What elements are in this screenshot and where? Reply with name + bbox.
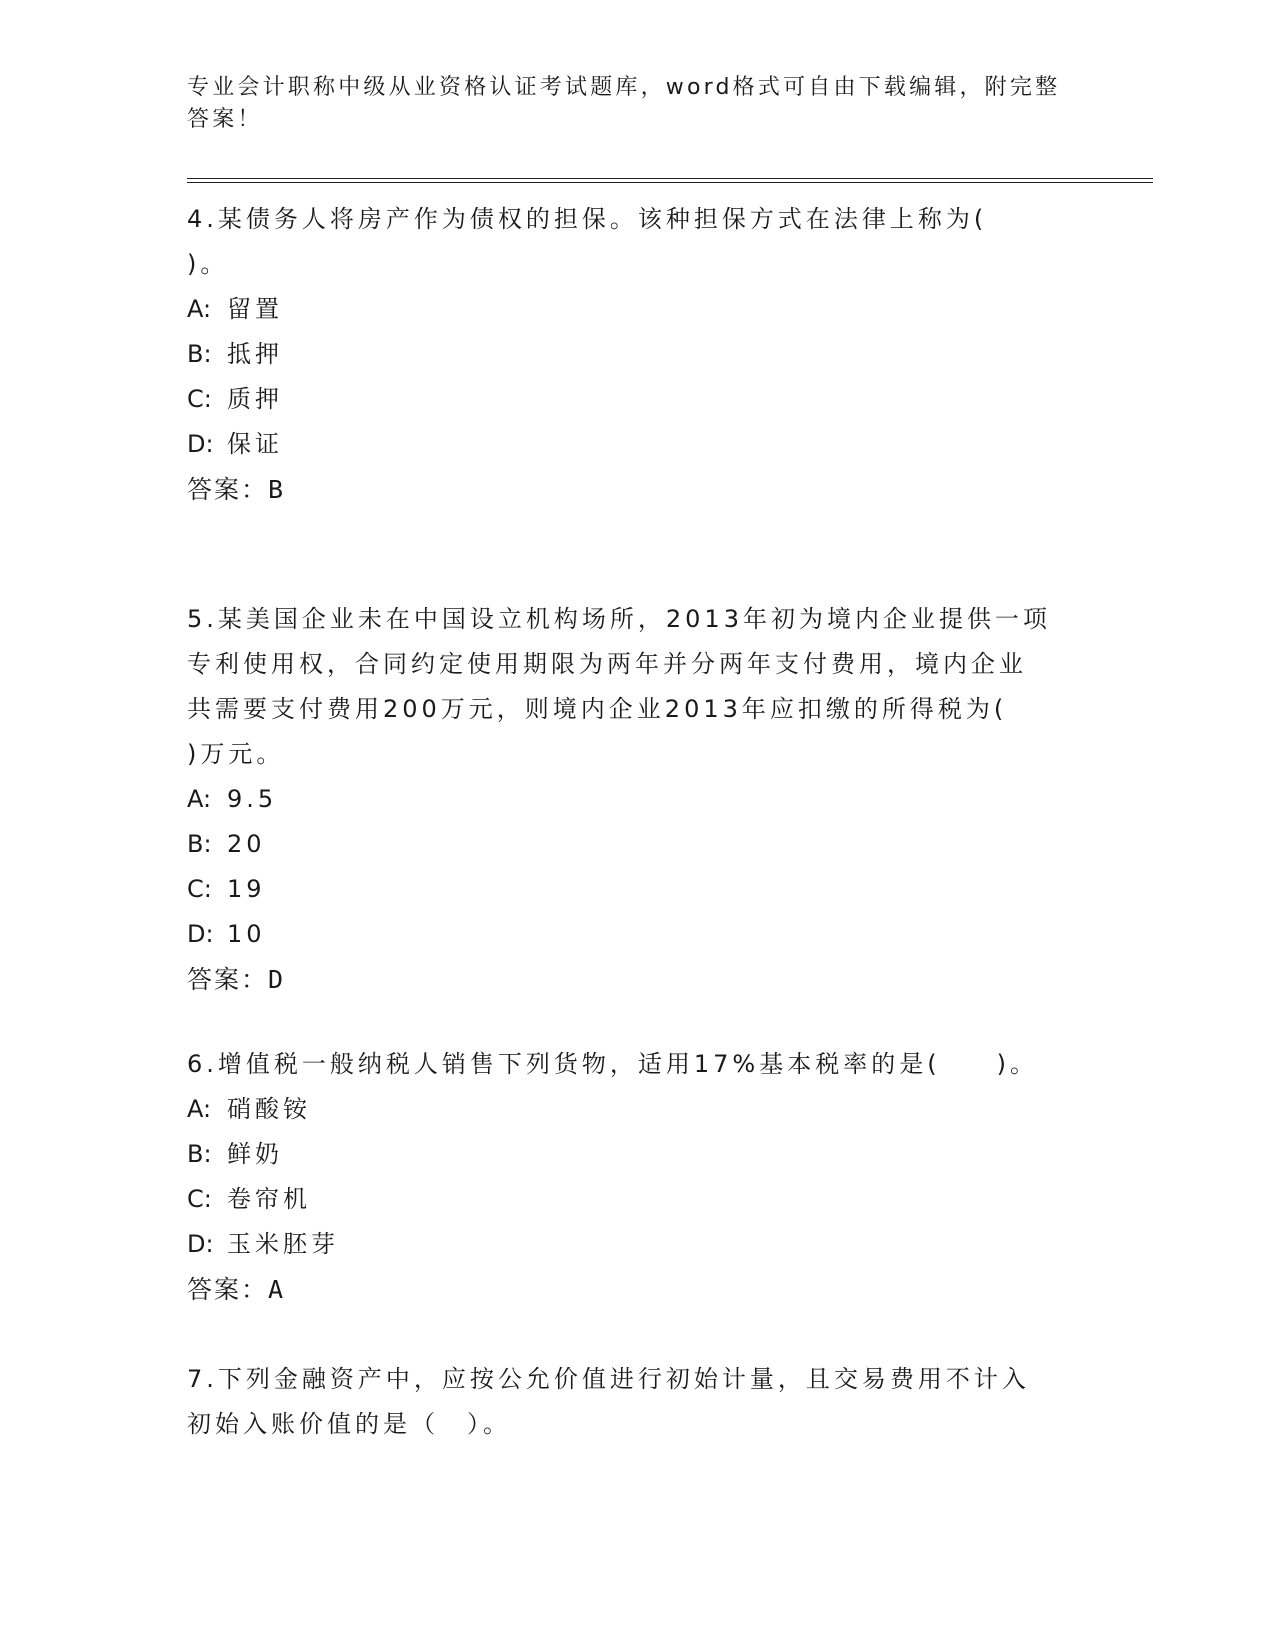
stem-line: )万元。: [187, 740, 285, 768]
option-key: A:: [187, 785, 212, 813]
document-header: 专业会计职称中级从业资格认证考试题库，word格式可自由下载编辑，附完整答案！: [187, 75, 1061, 132]
option-d: [187, 912, 1067, 957]
option-key: C:: [187, 385, 212, 413]
option-text: 留置: [227, 295, 283, 323]
option-c: [187, 377, 1067, 422]
answer-label: 答案：: [187, 965, 269, 994]
stem-line: 5.某美国企业未在中国设立机构场所，2013年初为境内企业提供一项: [187, 605, 1051, 633]
question-5: [187, 597, 1067, 1002]
option-c: [187, 1177, 1067, 1222]
option-a: [187, 287, 1067, 332]
stem-line: 4.某债务人将房产作为债权的担保。该种担保方式在法律上称为(: [187, 205, 988, 233]
option-key: C:: [187, 1185, 212, 1213]
stem-line: 共需要支付费用200万元，则境内企业2013年应扣缴的所得税为(: [187, 695, 1008, 723]
header-divider: [187, 178, 1153, 183]
question-7: [187, 1357, 1067, 1447]
option-b: [187, 822, 1067, 867]
option-key: B:: [187, 340, 212, 368]
option-text: 10: [227, 920, 266, 948]
option-key: D:: [187, 430, 214, 458]
option-b: [187, 1132, 1067, 1177]
question-4: [187, 197, 1067, 512]
option-text: 抵押: [227, 340, 283, 368]
option-a: [187, 1087, 1067, 1132]
question-stem: [187, 1357, 1067, 1447]
question-stem: [187, 197, 1067, 287]
question-stem: [187, 597, 1067, 777]
answer-label: 答案：: [187, 1275, 269, 1304]
answer-line: [187, 957, 1067, 1002]
stem-line: )。: [187, 250, 229, 278]
option-text: 硝酸铵: [227, 1095, 311, 1123]
option-key: B:: [187, 1140, 212, 1168]
answer-value: A: [268, 1275, 286, 1304]
option-text: 19: [227, 875, 266, 903]
option-key: A:: [187, 295, 212, 323]
stem-line: 初始入账价值的是（ ）。: [187, 1410, 511, 1438]
option-key: A:: [187, 1095, 212, 1123]
option-b: [187, 332, 1067, 377]
answer-label: 答案：: [187, 475, 269, 504]
option-text: 9.5: [227, 785, 278, 813]
stem-line: 专利使用权，合同约定使用期限为两年并分两年支付费用，境内企业: [187, 650, 1027, 678]
option-key: D:: [187, 920, 214, 948]
option-a: [187, 777, 1067, 822]
answer-line: [187, 467, 1067, 512]
option-key: D:: [187, 1230, 214, 1258]
option-key: B:: [187, 830, 212, 858]
option-d: [187, 422, 1067, 467]
answer-value: B: [268, 475, 286, 504]
option-key: C:: [187, 875, 212, 903]
option-text: 卷帘机: [227, 1185, 311, 1213]
answer-line: [187, 1267, 1067, 1312]
answer-value: D: [268, 965, 286, 994]
option-text: 鲜奶: [227, 1140, 283, 1168]
stem-line: 7.下列金融资产中，应按公允价值进行初始计量，且交易费用不计入: [187, 1365, 1030, 1393]
option-text: 玉米胚芽: [227, 1230, 339, 1258]
option-text: 质押: [227, 385, 283, 413]
stem-line: 6.增值税一般纳税人销售下列货物，适用17%基本税率的是( )。: [187, 1050, 1038, 1078]
question-stem: [187, 1042, 1067, 1087]
option-c: [187, 867, 1067, 912]
question-6: [187, 1042, 1067, 1312]
option-text: 20: [227, 830, 266, 858]
option-d: [187, 1222, 1067, 1267]
option-text: 保证: [227, 430, 283, 458]
